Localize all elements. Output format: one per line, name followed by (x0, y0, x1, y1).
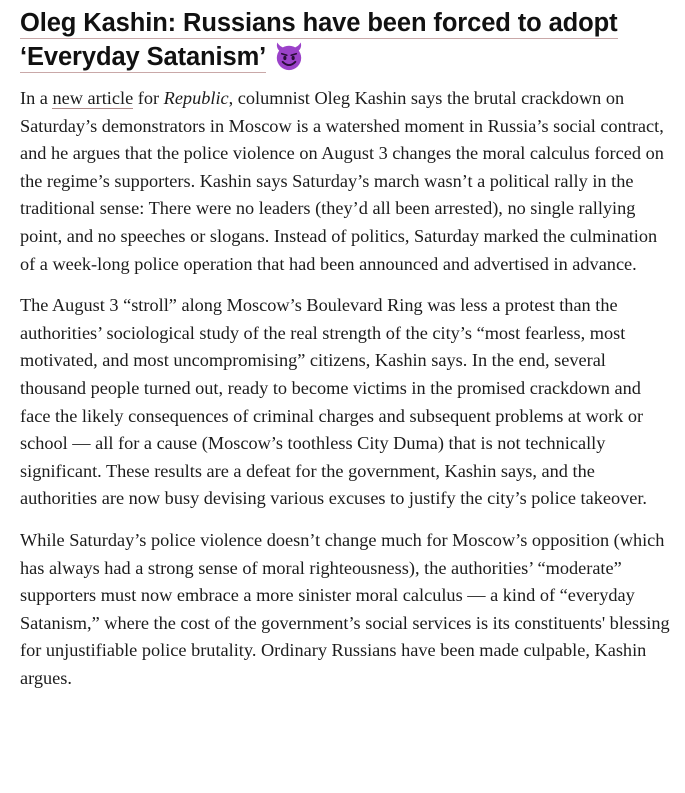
new-article-link[interactable]: new article (52, 88, 134, 108)
paragraph-2: The August 3 “stroll” along Moscow’s Boulevard Ring was less a protest than the authorities’ sociological study of the real strength of the city’s “most fearless, most motivated, and most uncompromising” citizens, Kashin says. In the end, several thousand people turned out, ready to become victims in the promised crackdown and face the likely consequences of criminal charges and subsequent problems at work or school — all for a cause (Moscow’s toothless City Duma) that is not technically significant. These results are a defeat for the government, Kashin says, and the authorities are now busy devising various excuses to justify the city’s police takeover. (20, 295, 648, 509)
smiling-devil-icon (274, 41, 304, 71)
headline (20, 6, 672, 74)
publication-name: Republic (163, 88, 229, 108)
headline-text[interactable]: Oleg Kashin: Russians have been forced to adopt ‘Everyday Satanism’ (20, 9, 618, 71)
paragraph-1-rest: , columnist Oleg Kashin says the brutal crackdown on Saturday’s demonstrators in Moscow is a watershed moment in Russia’s social contract, and he argues that the police violence on August 3 changes the moral calculus forced on the regime’s supporters. Kashin says Saturday’s march wasn’t a political rally in the traditional sense: There were no leaders (they’d all been arrested), no single rallying point, and no speeches or slogans. Instead of politics, Saturday marked the culmination of a week-long police operation that had been announced and advertised in advance. (20, 88, 664, 274)
paragraph-1-lead: In a (20, 88, 53, 108)
paragraph-1-mid: for (133, 88, 164, 108)
paragraph-1 (20, 85, 672, 278)
article (20, 6, 672, 706)
paragraph-3: While Saturday’s police violence doesn’t change much for Moscow’s opposition (which has always had a strong sense of moral righteousness), the authorities’ “moderate” supporters must now embrace a more sinister moral calculus — a kind of “everyday Satanism,” where the cost of the government’s social services is its constituents' blessing for unjustifiable police brutality. Ordinary Russians have been made culpable, Kashin argues. (20, 529, 670, 688)
